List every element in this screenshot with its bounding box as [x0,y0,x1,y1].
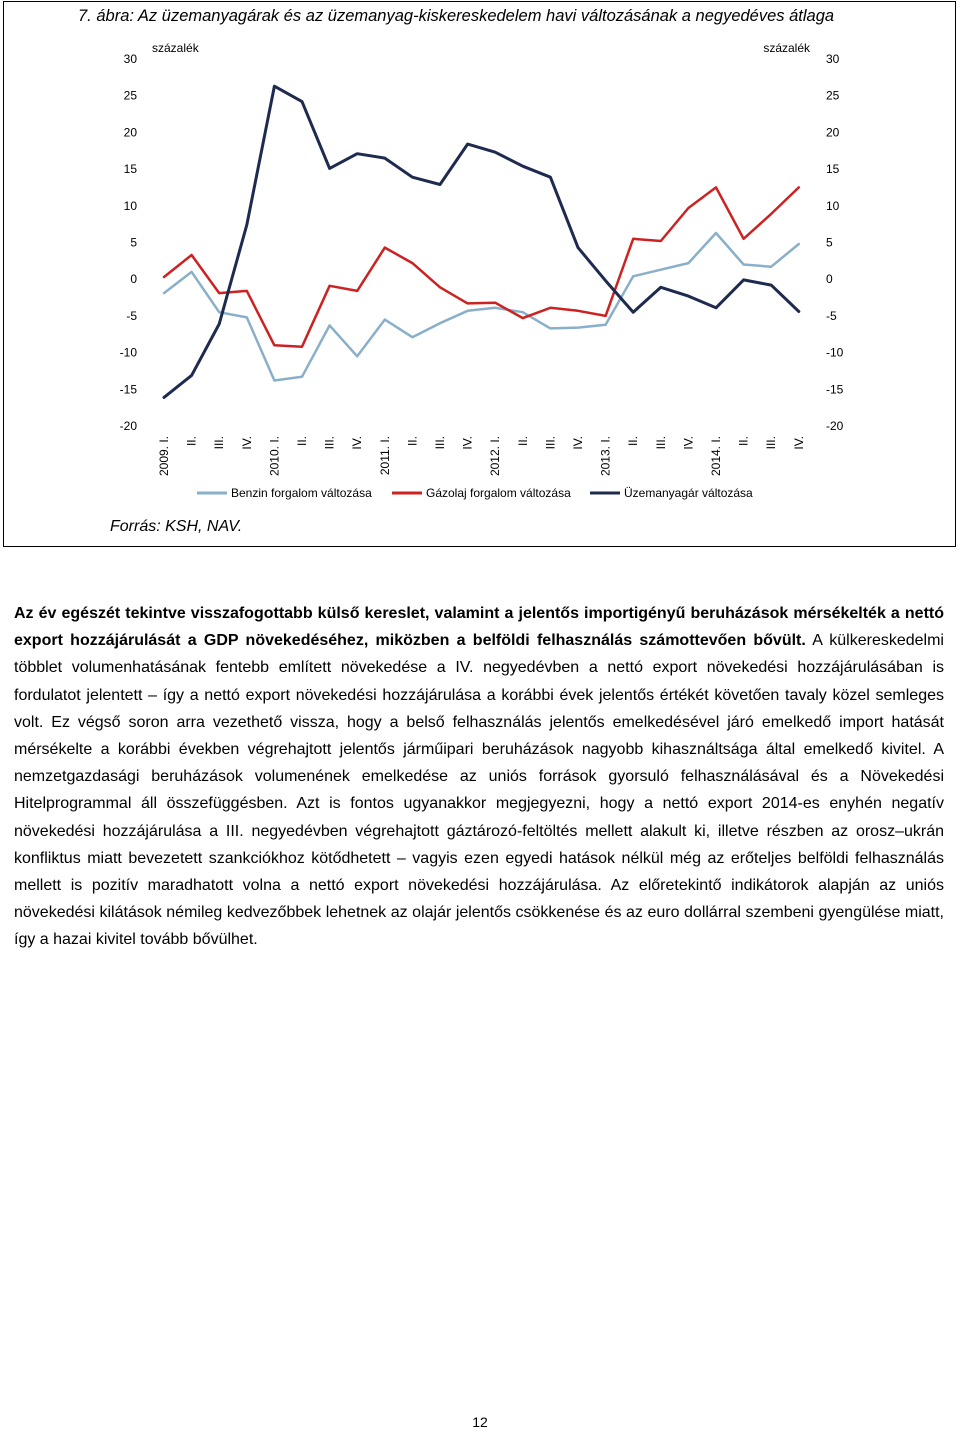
x-tick-label: II. [405,436,419,446]
y-tick-right: 30 [826,52,840,66]
y-tick-right: -15 [826,382,844,396]
x-tick-label: IV. [571,436,585,450]
y-tick-right: 5 [826,236,833,250]
x-tick-label: IV. [240,436,254,450]
y-axis-label-left: százalék [152,41,200,55]
x-tick-label: II. [626,436,640,446]
series-line-1 [164,233,799,381]
y-tick-right: 10 [826,199,840,213]
x-tick-label: 2013. I. [599,436,613,476]
y-tick-right: -5 [826,309,837,323]
x-tick-label: III. [764,436,778,449]
body-bold-lead: Az év egészét tekintve visszafogottabb külső kereslet, valamint a jelentős importigényű beruházások mérsékelték a nettó export hozzájárulását a GDP növekedéséhez, miközben a belföldi felhasználás számottevően bővült. [14,605,944,649]
page-number: 12 [0,1414,960,1430]
y-tick-right: -20 [826,419,844,433]
x-tick-label: 2012. I. [488,436,502,476]
x-tick-label: III. [433,436,447,449]
y-tick-left: 25 [124,89,138,103]
y-tick-left: 20 [124,125,138,139]
series-line-2 [164,187,799,346]
body-paragraph [14,600,944,954]
x-tick-label: IV. [350,436,364,450]
x-tick-label: 2010. I. [267,436,281,476]
legend-label-3: Üzemanyagár változása [624,486,753,500]
y-tick-left: 5 [130,236,137,250]
series-line-3 [164,86,799,397]
y-tick-left: -20 [120,419,138,433]
x-tick-label: III. [212,436,226,449]
x-tick-label: 2014. I. [709,436,723,476]
x-tick-label: III. [654,436,668,449]
chart-title: 7. ábra: Az üzemanyagárak és az üzemanyag-kiskereskedelem havi változásának a negyedéves átlaga [78,7,834,26]
x-tick-label: 2011. I. [378,436,392,475]
x-tick-label: II. [295,436,309,446]
x-tick-label: III. [323,436,337,449]
body-text: A külkereskedelmi többlet volumenhatásának fentebb említett növekedése a IV. negyedévben a nettó export növekedési hozzájárulásában is fordulatot jelentett – így a nettó export növekedési hozzájárulása a korábbi évek jelentős értékét követően tavaly közel semleges volt. Ez végső soron arra vezethető vissza, hogy a belső felhasználás jelentős emelkedésével járó emelkedő import hatását mérsékelte a korábbi években végrehajtott jelentős járműipari beruházások nagyobb kihasználtsága által emelkedő kivitel. A nemzetgazdasági beruházások volumenének emelkedése az uniós források gyorsuló felhasználásával és a Növekedési Hitelprogrammal áll összefüggésben. Azt is fontos ugyanakkor megjegyezni, hogy a nettó export 2014-es enyhén negatív növekedési hozzájárulása a III. negyedévben végrehajtott gáztározó-feltöltés mellett alakult ki, illetve részben az orosz–ukrán konfliktus miatt bevezetett szankciókhoz kötődhetett – vagyis ezen egyedi hatások nélkül még az erőteljes belföldi felhasználás mellett is pozitív maradhatott volna a nettó export növekedési hozzájárulása. Az előretekintő indikátorok alapján az uniós növekedési kilátások némileg kedvezőbbek lehetnek az olajár jelentős csökkenése és az euro dollárral szembeni gyengülése miatt, így a hazai kivitel tovább bővülhet. [14,632,944,948]
x-tick-label: IV. [792,436,806,450]
y-tick-left: -5 [126,309,137,323]
y-tick-left: 30 [124,52,138,66]
x-tick-label: IV. [681,436,695,450]
legend-label-1: Benzin forgalom változása [231,486,372,500]
y-tick-right: 20 [826,125,840,139]
y-tick-right: -10 [826,346,844,360]
legend-label-2: Gázolaj forgalom változása [426,486,571,500]
y-tick-right: 0 [826,272,833,286]
y-tick-left: 0 [130,272,137,286]
x-tick-label: II. [737,436,751,446]
y-tick-left: -10 [120,346,138,360]
y-tick-left: -15 [120,382,138,396]
y-axis-label-right: százalék [763,41,811,55]
x-tick-label: II. [516,436,530,446]
y-tick-right: 15 [826,162,840,176]
line-chart [0,0,960,550]
figure-source: Forrás: KSH, NAV. [110,518,242,536]
x-tick-label: IV. [461,436,475,450]
x-tick-label: 2009. I. [157,436,171,476]
y-tick-left: 10 [124,199,138,213]
y-tick-left: 15 [124,162,138,176]
y-tick-right: 25 [826,89,840,103]
x-tick-label: II. [185,436,199,446]
x-tick-label: III. [543,436,557,449]
